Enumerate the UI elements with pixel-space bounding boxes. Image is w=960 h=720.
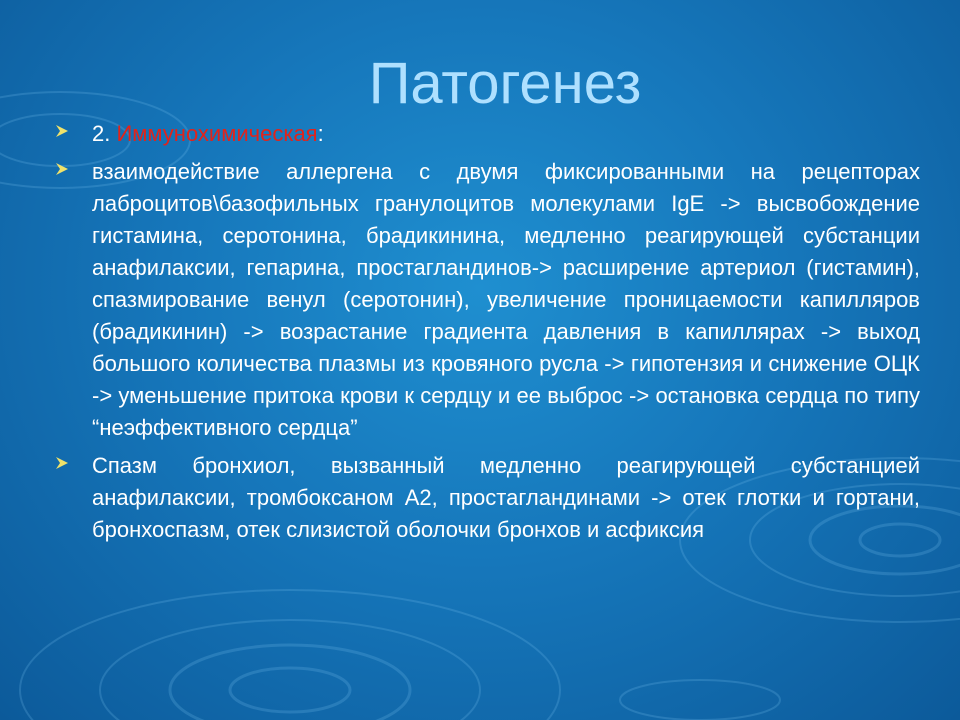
bullet-suffix: :: [317, 121, 324, 146]
highlight-term: Иммунохимическая: [116, 121, 318, 146]
bullet-item: [55, 118, 920, 150]
arrowhead-bullet-icon: [55, 162, 69, 176]
bullet-item: [55, 156, 920, 444]
slide-title: Патогенез: [368, 51, 642, 116]
bullet-text: взаимодействие аллергена с двумя фиксированными на рецепторах лаброцитов\базофильных гранулоцитов молекулами IgE -> высвобождение гистамина, серотонина, брадикинина, медленно реагирующей субстанции анафилаксии, гепарина, простагландинов-> расширение артериол (гистамин), спазмирование венул (серотонин), увеличение проницаемости капилляров (брадикинин) -> возрастание градиента давления в капиллярах -> выход большого количества плазмы из кровяного русла -> гипотензия и снижение ОЦК -> уменьшение притока крови к сердцу и ее выброс -> остановка сердца по типу “неэффективного сердца”: [92, 159, 920, 440]
arrowhead-bullet-icon: [55, 124, 69, 138]
bullet-list: [55, 118, 920, 546]
bullet-number: 2.: [92, 121, 111, 146]
bullet-text: [92, 118, 920, 150]
bullet-item: [55, 450, 920, 546]
bullet-text: Спазм бронхиол, вызванный медленно реагирующей субстанцией анафилаксии, тромбоксаном А2, простагландинами -> отек глотки и гортани, бронхоспазм, отек слизистой оболочки бронхов и асфиксия: [92, 453, 920, 542]
arrowhead-bullet-icon: [55, 456, 69, 470]
